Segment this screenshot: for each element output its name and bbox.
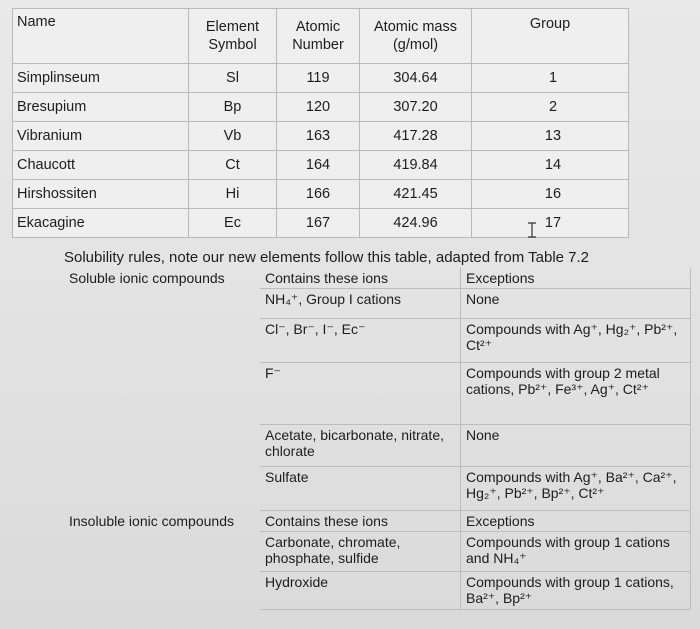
table-row [13, 151, 629, 180]
header-number-line1: Atomic [295, 19, 341, 35]
atomic-number: 119 [277, 64, 360, 93]
ions-cell: Hydroxide [260, 572, 461, 610]
table-row [13, 93, 629, 122]
empty-cell [64, 572, 260, 610]
atomic-mass: 304.64 [360, 64, 472, 93]
table-row [13, 64, 629, 93]
table-row [64, 572, 691, 610]
atomic-number: 166 [277, 180, 360, 209]
element-name: Bresupium [13, 93, 189, 122]
insoluble-header-row [64, 511, 691, 532]
element-name: Simplinseum [13, 64, 189, 93]
atomic-mass: 419.84 [360, 151, 472, 180]
element-name: Hirshossiten [13, 180, 189, 209]
element-name: Chaucott [13, 151, 189, 180]
exceptions-cell: Compounds with group 2 metal cations, Pb²⁺, Fe³⁺, Ag⁺, Ct²⁺ [461, 363, 691, 425]
atomic-mass: 417.28 [360, 122, 472, 151]
element-symbol: Hi [189, 180, 277, 209]
atomic-number: 164 [277, 151, 360, 180]
header-number-line2: Number [292, 37, 344, 53]
element-symbol: Ec [189, 209, 277, 238]
table-row [64, 467, 691, 511]
exceptions-cell: Compounds with group 1 cations, Ba²⁺, Bp²⁺ [461, 572, 691, 610]
element-symbol: Bp [189, 93, 277, 122]
exceptions-header: Exceptions [461, 511, 691, 532]
exceptions-cell: None [461, 425, 691, 467]
exceptions-header: Exceptions [461, 268, 691, 289]
table-row [64, 532, 691, 572]
group-number: 16 [472, 180, 629, 209]
element-symbol: Vb [189, 122, 277, 151]
exceptions-cell: Compounds with group 1 cations and NH₄⁺ [461, 532, 691, 572]
soluble-header: Soluble ionic compounds [69, 270, 225, 286]
element-symbol: Ct [189, 151, 277, 180]
element-name: Vibranium [13, 122, 189, 151]
element-name: Ekacagine [13, 209, 189, 238]
ions-cell: Acetate, bicarbonate, nitrate, chlorate [260, 425, 461, 467]
table-row [13, 122, 629, 151]
empty-cell [64, 425, 260, 467]
exceptions-cell: None [461, 289, 691, 319]
empty-cell [64, 363, 260, 425]
table-row [64, 425, 691, 467]
ions-cell: F⁻ [260, 363, 461, 425]
header-name: Name [13, 9, 189, 64]
table-row [64, 319, 691, 363]
ions-cell: Carbonate, chromate, phosphate, sulfide [260, 532, 461, 572]
empty-cell [64, 467, 260, 511]
header-symbol-line1: Element [205, 19, 260, 35]
element-symbol: Sl [189, 64, 277, 93]
atomic-number: 163 [277, 122, 360, 151]
atomic-number: 167 [277, 209, 360, 238]
atomic-mass: 421.45 [360, 180, 472, 209]
atomic-mass: 424.96 [360, 209, 472, 238]
element-table-header [13, 9, 629, 64]
atomic-number: 120 [277, 93, 360, 122]
header-number [277, 9, 360, 64]
header-mass-line2: (g/mol) [392, 37, 439, 53]
empty-cell [64, 532, 260, 572]
empty-cell [64, 319, 260, 363]
header-symbol-line2: Symbol [208, 37, 257, 53]
contains-header: Contains these ions [260, 511, 461, 532]
header-mass [360, 9, 472, 64]
header-group: Group [472, 9, 629, 64]
atomic-mass: 307.20 [360, 93, 472, 122]
exceptions-cell: Compounds with Ag⁺, Hg₂⁺, Pb²⁺, Ct²⁺ [461, 319, 691, 363]
group-number: 14 [472, 151, 629, 180]
header-mass-line1: Atomic mass [374, 19, 457, 35]
empty-cell [64, 289, 260, 319]
group-number: 1 [472, 64, 629, 93]
table-row [64, 363, 691, 425]
insoluble-header: Insoluble ionic compounds [69, 512, 234, 529]
group-number: 17 [472, 209, 629, 238]
ions-cell: NH₄⁺, Group I cations [260, 289, 461, 319]
group-number: 13 [472, 122, 629, 151]
text-cursor-icon [526, 222, 538, 238]
solubility-table [64, 268, 691, 610]
exceptions-cell: Compounds with Ag⁺, Ba²⁺, Ca²⁺, Hg₂⁺, Pb²⁺, Bp²⁺, Ct²⁺ [461, 467, 691, 511]
ions-cell: Cl⁻, Br⁻, I⁻, Ec⁻ [260, 319, 461, 363]
solubility-title: Solubility rules, note our new elements follow this table, adapted from Table 7.2 [64, 249, 590, 266]
table-row [13, 180, 629, 209]
ions-cell: Sulfate [260, 467, 461, 511]
group-number: 2 [472, 93, 629, 122]
header-symbol [189, 9, 277, 64]
soluble-header-row [64, 268, 691, 289]
element-table [12, 8, 629, 238]
table-row [64, 289, 691, 319]
contains-header: Contains these ions [260, 268, 461, 289]
